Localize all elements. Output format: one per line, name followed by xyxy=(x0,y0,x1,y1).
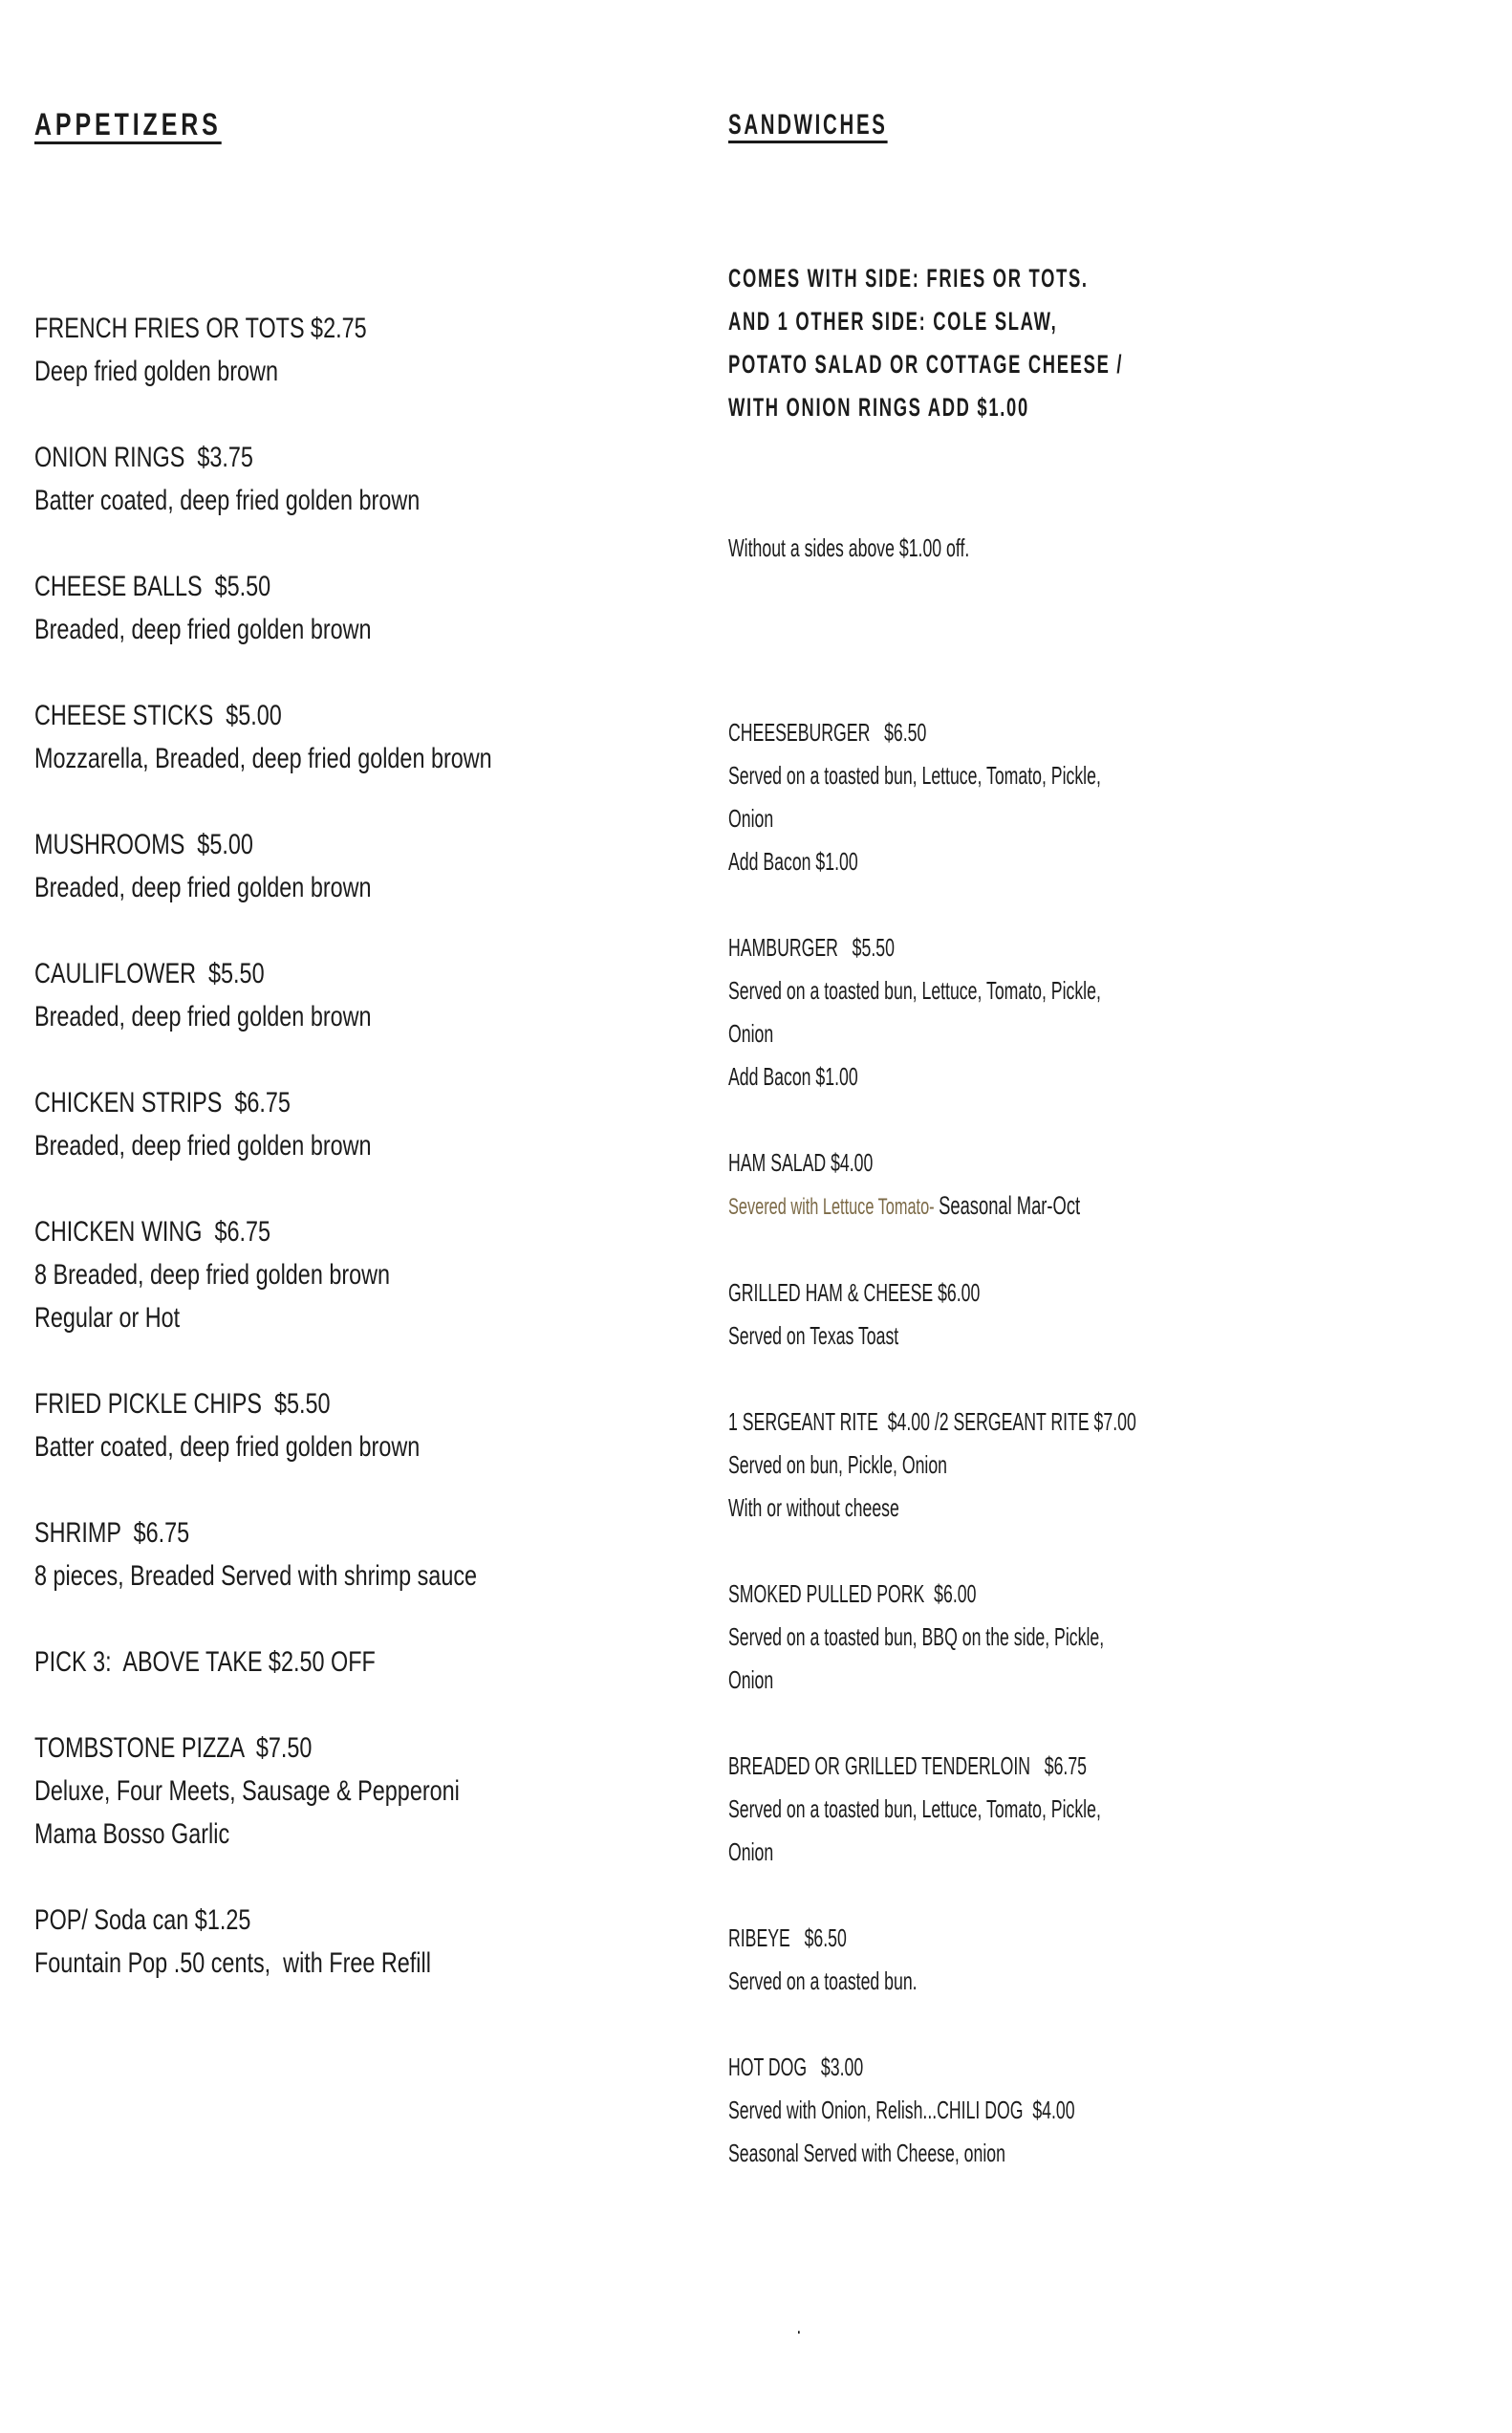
menu-item-desc-line: Breaded, deep fried golden brown xyxy=(34,1130,372,1162)
note-line: COMES WITH SIDE: FRIES OR TOTS. xyxy=(728,264,1089,293)
menu-item xyxy=(34,694,556,780)
menu-item-desc-line: Served on a toasted bun, Lettuce, Tomato, Pickle, xyxy=(728,1794,1101,1823)
menu-item xyxy=(34,823,556,909)
menu-item-title: RIBEYE $6.50 xyxy=(728,1923,847,1952)
menu-item-title: MUSHROOMS $5.00 xyxy=(34,829,253,860)
menu-item xyxy=(728,711,1170,883)
menu-item-desc-line: Breaded, deep fried golden brown xyxy=(34,1001,372,1032)
menu-item-desc-line: Batter coated, deep fried golden brown xyxy=(34,1431,421,1463)
menu-item-desc-line: 8 Breaded, deep fried golden brown xyxy=(34,1259,391,1291)
menu-item xyxy=(34,1727,556,1856)
menu-item xyxy=(728,1573,1170,1702)
menu-item-desc-line: Mama Bosso Garlic xyxy=(34,1818,230,1850)
menu-item-title: HAM SALAD $4.00 xyxy=(728,1148,874,1177)
menu-item-title: FRENCH FRIES OR TOTS $2.75 xyxy=(34,313,367,344)
menu-item xyxy=(34,1382,556,1468)
menu-item xyxy=(728,1917,1170,2003)
menu-item-title: POP/ Soda can $1.25 xyxy=(34,1904,251,1936)
menu-item-desc-line: Batter coated, deep fried golden brown xyxy=(34,485,421,516)
menu-item xyxy=(34,436,556,522)
appetizers-heading: APPETIZERS xyxy=(34,107,222,141)
menu-item-desc-line: Served with Onion, Relish...CHILI DOG $4.00 xyxy=(728,2096,1075,2124)
menu-item xyxy=(34,1081,556,1167)
menu-item-desc-line: Breaded, deep fried golden brown xyxy=(34,872,372,903)
menu-item xyxy=(34,307,556,393)
menu-item-desc-line: Regular or Hot xyxy=(34,1302,181,1334)
sandwiches-section xyxy=(728,17,1170,2433)
menu-item-desc-line: Seasonal Served with Cheese, onion xyxy=(728,2139,1005,2167)
menu-item-title: HAMBURGER $5.50 xyxy=(728,933,895,962)
menu-item-title: CHEESE BALLS $5.50 xyxy=(34,571,271,602)
menu-item-desc-line: Served on a toasted bun, Lettuce, Tomato, Pickle, xyxy=(728,976,1101,1005)
menu-item-desc-line xyxy=(728,1184,1170,1228)
menu-item xyxy=(34,952,556,1038)
menu-item xyxy=(728,2046,1170,2175)
note-line: AND 1 OTHER SIDE: COLE SLAW, xyxy=(728,307,1058,336)
menu-item-title: PICK 3: ABOVE TAKE $2.50 OFF xyxy=(34,1646,376,1678)
menu-item xyxy=(34,1511,556,1597)
sandwiches-items xyxy=(728,711,1170,2175)
menu-item-title: ONION RINGS $3.75 xyxy=(34,442,253,473)
note-line: WITH ONION RINGS ADD $1.00 xyxy=(728,393,1029,422)
menu-item xyxy=(34,1899,556,1985)
sandwiches-without-sides-note: Without a sides above $1.00 off. xyxy=(728,533,970,562)
menu-item-title: BREADED OR GRILLED TENDERLOIN $6.75 xyxy=(728,1751,1088,1780)
menu-item-desc-line: Deep fried golden brown xyxy=(34,356,278,387)
menu-item-title: FRIED PICKLE CHIPS $5.50 xyxy=(34,1388,331,1420)
menu-item-desc-line: Onion xyxy=(728,1019,774,1048)
menu-item-desc-line: Served on a toasted bun. xyxy=(728,1966,918,1995)
appetizers-section xyxy=(34,17,556,2114)
menu-item-desc-line: Served on bun, Pickle, Onion xyxy=(728,1450,948,1479)
menu-item-desc-part: Seasonal Mar-Oct xyxy=(939,1191,1081,1220)
sandwiches-heading: SANDWICHES xyxy=(728,109,888,141)
menu-item-desc-line: Onion xyxy=(728,1665,774,1694)
menu-item-desc-line: Deluxe, Four Meets, Sausage & Pepperoni xyxy=(34,1775,460,1807)
menu-item xyxy=(728,926,1170,1098)
menu-item-title: HOT DOG $3.00 xyxy=(728,2053,864,2081)
stray-dot: . xyxy=(796,2311,802,2339)
menu-item-desc-line: Mozzarella, Breaded, deep fried golden brown xyxy=(34,743,492,774)
menu-item-title: CHICKEN WING $6.75 xyxy=(34,1216,271,1248)
sandwiches-sides-note xyxy=(728,257,1170,429)
menu-item-desc-line: Served on a toasted bun, Lettuce, Tomato, Pickle, xyxy=(728,761,1101,790)
menu-item-desc-line: Onion xyxy=(728,1837,774,1866)
menu-item xyxy=(728,1141,1170,1228)
menu-item-desc-line: Add Bacon $1.00 xyxy=(728,1062,858,1091)
note-line: POTATO SALAD OR COTTAGE CHEESE / xyxy=(728,350,1124,379)
menu-item xyxy=(34,1640,556,1684)
menu-item-title: CHICKEN STRIPS $6.75 xyxy=(34,1087,291,1119)
menu-item xyxy=(728,1745,1170,1874)
menu-item xyxy=(34,1210,556,1339)
menu-item xyxy=(728,1271,1170,1358)
menu-item-desc-line: Add Bacon $1.00 xyxy=(728,847,858,876)
menu-item-title: CHEESE STICKS $5.00 xyxy=(34,700,282,731)
menu-item-title: 1 SERGEANT RITE $4.00 /2 SERGEANT RITE $7.00 xyxy=(728,1407,1136,1436)
appetizers-items xyxy=(34,307,556,1985)
menu-item-title: TOMBSTONE PIZZA $7.50 xyxy=(34,1732,313,1764)
menu-item-title: GRILLED HAM & CHEESE $6.00 xyxy=(728,1278,981,1307)
menu-item-desc-line: With or without cheese xyxy=(728,1493,899,1522)
menu-item-title: CHEESEBURGER $6.50 xyxy=(728,718,927,747)
menu-item xyxy=(728,1401,1170,1530)
menu-item-desc-line: Fountain Pop .50 cents, with Free Refill xyxy=(34,1947,431,1979)
menu-item-desc-part: Severed with Lettuce Tomato- xyxy=(728,1194,940,1220)
menu-item-desc-line: Served on Texas Toast xyxy=(728,1321,899,1350)
menu-item-desc-line: Served on a toasted bun, BBQ on the side, Pickle, xyxy=(728,1622,1105,1651)
menu-item-title: SMOKED PULLED PORK $6.00 xyxy=(728,1579,977,1608)
menu-item-title: CAULIFLOWER $5.50 xyxy=(34,958,265,989)
menu-item-desc-line: 8 pieces, Breaded Served with shrimp sauce xyxy=(34,1560,478,1592)
menu-item-title: SHRIMP $6.75 xyxy=(34,1517,190,1549)
menu-item xyxy=(34,565,556,651)
menu-item-desc-line: Breaded, deep fried golden brown xyxy=(34,614,372,645)
menu-item-desc-line: Onion xyxy=(728,804,774,833)
